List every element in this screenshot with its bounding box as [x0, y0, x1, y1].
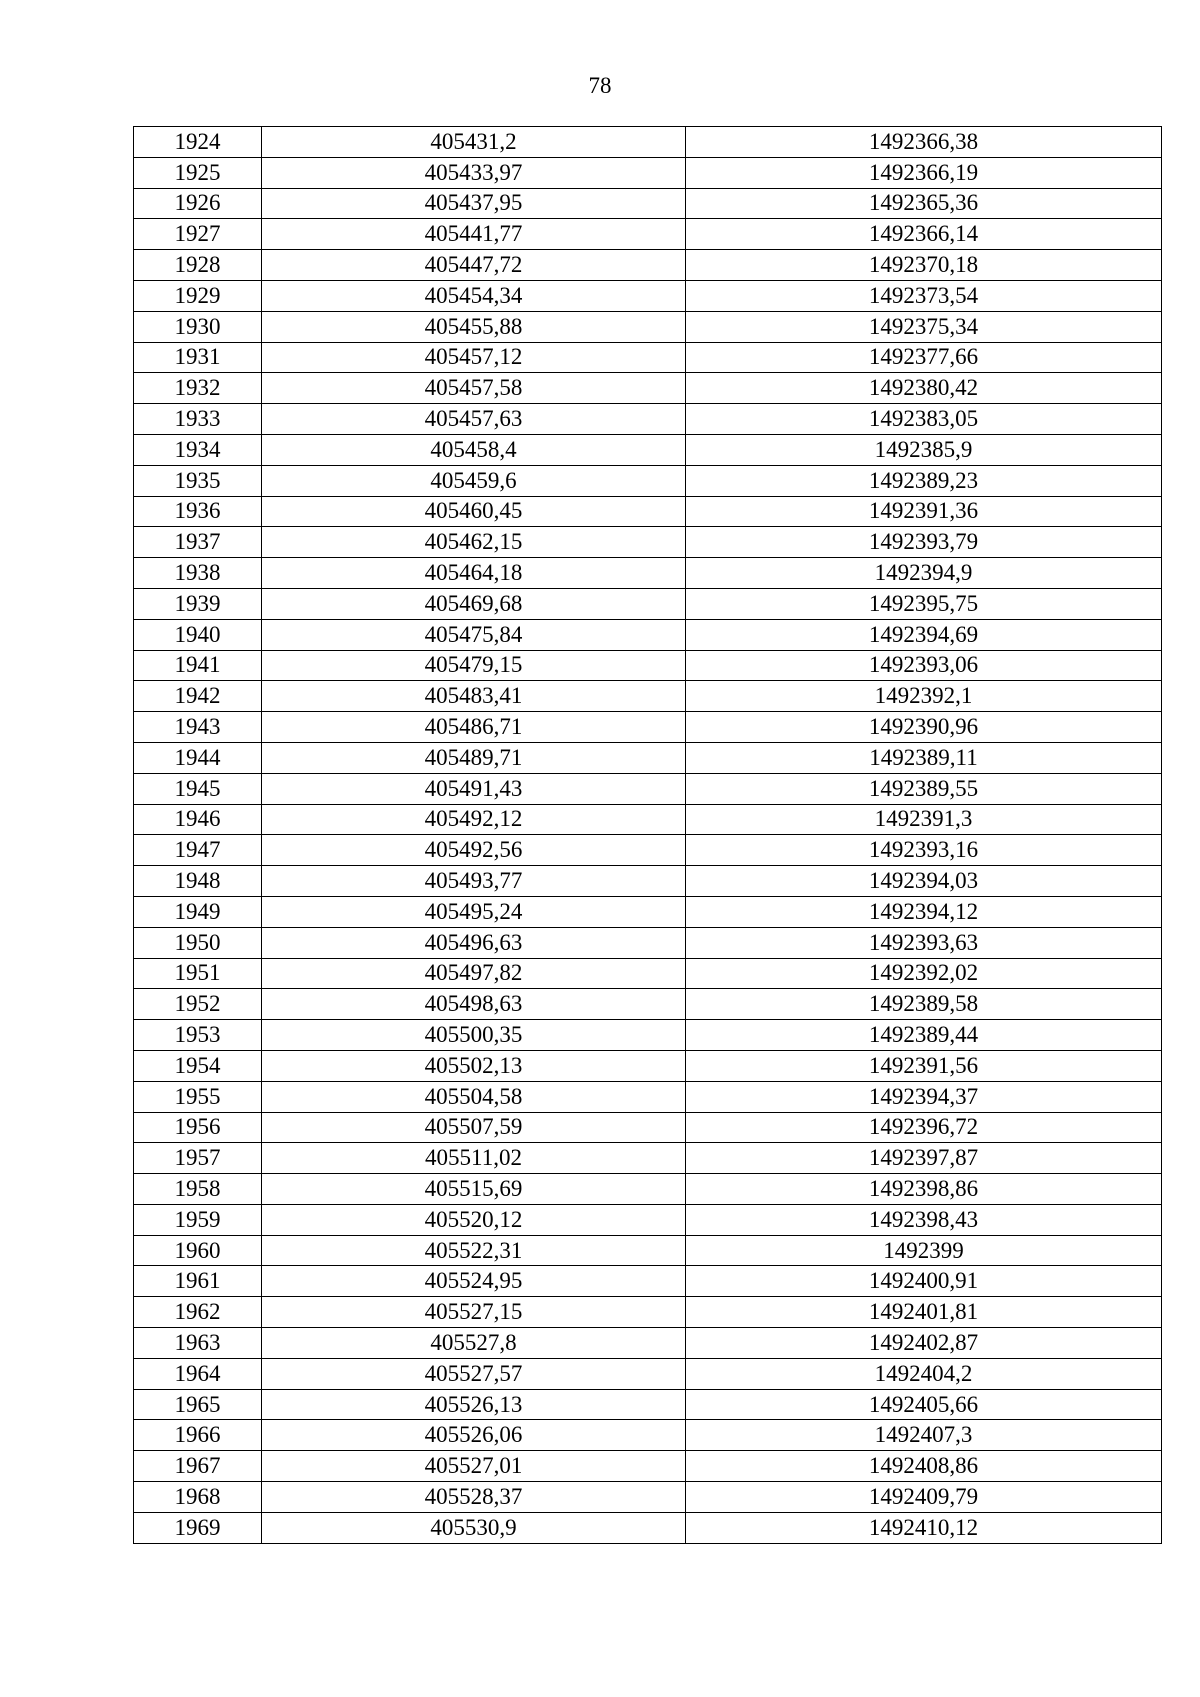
- table-row: [134, 1112, 1162, 1143]
- table-row: [134, 773, 1162, 804]
- table-row: [134, 342, 1162, 373]
- x-coordinate-cell: 405464,18: [262, 558, 686, 589]
- x-coordinate-cell: 405457,63: [262, 404, 686, 435]
- x-coordinate-cell: 405441,77: [262, 219, 686, 250]
- table-row: [134, 1297, 1162, 1328]
- y-coordinate-cell: 1492389,58: [686, 989, 1162, 1020]
- point-number-cell: 1953: [134, 1020, 262, 1051]
- coordinates-table-body: [134, 127, 1162, 1544]
- table-row: [134, 157, 1162, 188]
- x-coordinate-cell: 405457,12: [262, 342, 686, 373]
- table-row: [134, 989, 1162, 1020]
- table-row: [134, 404, 1162, 435]
- y-coordinate-cell: 1492393,16: [686, 835, 1162, 866]
- table-row: [134, 681, 1162, 712]
- table-row: [134, 866, 1162, 897]
- x-coordinate-cell: 405462,15: [262, 527, 686, 558]
- y-coordinate-cell: 1492380,42: [686, 373, 1162, 404]
- y-coordinate-cell: 1492395,75: [686, 588, 1162, 619]
- point-number-cell: 1945: [134, 773, 262, 804]
- y-coordinate-cell: 1492404,2: [686, 1358, 1162, 1389]
- y-coordinate-cell: 1492389,55: [686, 773, 1162, 804]
- table-row: [134, 311, 1162, 342]
- table-row: [134, 496, 1162, 527]
- point-number-cell: 1958: [134, 1174, 262, 1205]
- point-number-cell: 1955: [134, 1081, 262, 1112]
- point-number-cell: 1960: [134, 1235, 262, 1266]
- point-number-cell: 1949: [134, 896, 262, 927]
- point-number-cell: 1943: [134, 712, 262, 743]
- x-coordinate-cell: 405522,31: [262, 1235, 686, 1266]
- y-coordinate-cell: 1492370,18: [686, 250, 1162, 281]
- y-coordinate-cell: 1492394,12: [686, 896, 1162, 927]
- table-row: [134, 527, 1162, 558]
- point-number-cell: 1925: [134, 157, 262, 188]
- y-coordinate-cell: 1492401,81: [686, 1297, 1162, 1328]
- point-number-cell: 1952: [134, 989, 262, 1020]
- point-number-cell: 1965: [134, 1389, 262, 1420]
- table-row: [134, 1204, 1162, 1235]
- table-row: [134, 219, 1162, 250]
- table-row: [134, 1512, 1162, 1543]
- y-coordinate-cell: 1492394,9: [686, 558, 1162, 589]
- table-row: [134, 896, 1162, 927]
- table-row: [134, 127, 1162, 158]
- page-number: 78: [588, 73, 612, 98]
- y-coordinate-cell: 1492394,37: [686, 1081, 1162, 1112]
- point-number-cell: 1947: [134, 835, 262, 866]
- point-number-cell: 1944: [134, 742, 262, 773]
- x-coordinate-cell: 405431,2: [262, 127, 686, 158]
- point-number-cell: 1961: [134, 1266, 262, 1297]
- y-coordinate-cell: 1492400,91: [686, 1266, 1162, 1297]
- y-coordinate-cell: 1492392,1: [686, 681, 1162, 712]
- point-number-cell: 1969: [134, 1512, 262, 1543]
- x-coordinate-cell: 405460,45: [262, 496, 686, 527]
- y-coordinate-cell: 1492375,34: [686, 311, 1162, 342]
- table-row: [134, 188, 1162, 219]
- table-row: [134, 1174, 1162, 1205]
- y-coordinate-cell: 1492410,12: [686, 1512, 1162, 1543]
- coordinates-table: [133, 126, 1162, 1544]
- point-number-cell: 1935: [134, 465, 262, 496]
- x-coordinate-cell: 405511,02: [262, 1143, 686, 1174]
- x-coordinate-cell: 405528,37: [262, 1482, 686, 1513]
- y-coordinate-cell: 1492407,3: [686, 1420, 1162, 1451]
- y-coordinate-cell: 1492390,96: [686, 712, 1162, 743]
- point-number-cell: 1942: [134, 681, 262, 712]
- point-number-cell: 1954: [134, 1050, 262, 1081]
- y-coordinate-cell: 1492366,38: [686, 127, 1162, 158]
- x-coordinate-cell: 405527,8: [262, 1328, 686, 1359]
- y-coordinate-cell: 1492396,72: [686, 1112, 1162, 1143]
- x-coordinate-cell: 405437,95: [262, 188, 686, 219]
- point-number-cell: 1950: [134, 927, 262, 958]
- table-row: [134, 558, 1162, 589]
- x-coordinate-cell: 405495,24: [262, 896, 686, 927]
- table-row: [134, 619, 1162, 650]
- table-row: [134, 1266, 1162, 1297]
- x-coordinate-cell: 405526,13: [262, 1389, 686, 1420]
- point-number-cell: 1967: [134, 1451, 262, 1482]
- point-number-cell: 1934: [134, 434, 262, 465]
- table-row: [134, 835, 1162, 866]
- table-row: [134, 250, 1162, 281]
- point-number-cell: 1936: [134, 496, 262, 527]
- y-coordinate-cell: 1492393,06: [686, 650, 1162, 681]
- point-number-cell: 1966: [134, 1420, 262, 1451]
- x-coordinate-cell: 405455,88: [262, 311, 686, 342]
- x-coordinate-cell: 405524,95: [262, 1266, 686, 1297]
- x-coordinate-cell: 405504,58: [262, 1081, 686, 1112]
- table-row: [134, 1235, 1162, 1266]
- x-coordinate-cell: 405458,4: [262, 434, 686, 465]
- x-coordinate-cell: 405502,13: [262, 1050, 686, 1081]
- table-row: [134, 1451, 1162, 1482]
- x-coordinate-cell: 405492,12: [262, 804, 686, 835]
- x-coordinate-cell: 405433,97: [262, 157, 686, 188]
- point-number-cell: 1928: [134, 250, 262, 281]
- x-coordinate-cell: 405530,9: [262, 1512, 686, 1543]
- y-coordinate-cell: 1492391,3: [686, 804, 1162, 835]
- x-coordinate-cell: 405486,71: [262, 712, 686, 743]
- x-coordinate-cell: 405527,15: [262, 1297, 686, 1328]
- point-number-cell: 1926: [134, 188, 262, 219]
- table-row: [134, 434, 1162, 465]
- y-coordinate-cell: 1492389,11: [686, 742, 1162, 773]
- y-coordinate-cell: 1492377,66: [686, 342, 1162, 373]
- point-number-cell: 1956: [134, 1112, 262, 1143]
- x-coordinate-cell: 405526,06: [262, 1420, 686, 1451]
- x-coordinate-cell: 405454,34: [262, 280, 686, 311]
- y-coordinate-cell: 1492385,9: [686, 434, 1162, 465]
- x-coordinate-cell: 405498,63: [262, 989, 686, 1020]
- table-row: [134, 1143, 1162, 1174]
- y-coordinate-cell: 1492389,44: [686, 1020, 1162, 1051]
- y-coordinate-cell: 1492398,43: [686, 1204, 1162, 1235]
- point-number-cell: 1959: [134, 1204, 262, 1235]
- y-coordinate-cell: 1492391,36: [686, 496, 1162, 527]
- point-number-cell: 1927: [134, 219, 262, 250]
- y-coordinate-cell: 1492408,86: [686, 1451, 1162, 1482]
- table-row: [134, 1358, 1162, 1389]
- y-coordinate-cell: 1492394,03: [686, 866, 1162, 897]
- point-number-cell: 1924: [134, 127, 262, 158]
- point-number-cell: 1933: [134, 404, 262, 435]
- x-coordinate-cell: 405457,58: [262, 373, 686, 404]
- point-number-cell: 1948: [134, 866, 262, 897]
- table-row: [134, 804, 1162, 835]
- point-number-cell: 1962: [134, 1297, 262, 1328]
- table-row: [134, 588, 1162, 619]
- table-row: [134, 1328, 1162, 1359]
- x-coordinate-cell: 405515,69: [262, 1174, 686, 1205]
- x-coordinate-cell: 405493,77: [262, 866, 686, 897]
- y-coordinate-cell: 1492399: [686, 1235, 1162, 1266]
- table-row: [134, 1389, 1162, 1420]
- table-row: [134, 465, 1162, 496]
- y-coordinate-cell: 1492394,69: [686, 619, 1162, 650]
- table-row: [134, 1482, 1162, 1513]
- x-coordinate-cell: 405479,15: [262, 650, 686, 681]
- y-coordinate-cell: 1492402,87: [686, 1328, 1162, 1359]
- y-coordinate-cell: 1492383,05: [686, 404, 1162, 435]
- x-coordinate-cell: 405527,57: [262, 1358, 686, 1389]
- table-row: [134, 1050, 1162, 1081]
- y-coordinate-cell: 1492393,79: [686, 527, 1162, 558]
- x-coordinate-cell: 405497,82: [262, 958, 686, 989]
- y-coordinate-cell: 1492373,54: [686, 280, 1162, 311]
- x-coordinate-cell: 405527,01: [262, 1451, 686, 1482]
- point-number-cell: 1951: [134, 958, 262, 989]
- y-coordinate-cell: 1492389,23: [686, 465, 1162, 496]
- x-coordinate-cell: 405492,56: [262, 835, 686, 866]
- point-number-cell: 1932: [134, 373, 262, 404]
- x-coordinate-cell: 405475,84: [262, 619, 686, 650]
- table-row: [134, 742, 1162, 773]
- point-number-cell: 1931: [134, 342, 262, 373]
- point-number-cell: 1930: [134, 311, 262, 342]
- y-coordinate-cell: 1492392,02: [686, 958, 1162, 989]
- point-number-cell: 1938: [134, 558, 262, 589]
- point-number-cell: 1937: [134, 527, 262, 558]
- y-coordinate-cell: 1492366,14: [686, 219, 1162, 250]
- x-coordinate-cell: 405459,6: [262, 465, 686, 496]
- table-row: [134, 712, 1162, 743]
- x-coordinate-cell: 405483,41: [262, 681, 686, 712]
- y-coordinate-cell: 1492391,56: [686, 1050, 1162, 1081]
- table-row: [134, 650, 1162, 681]
- point-number-cell: 1957: [134, 1143, 262, 1174]
- x-coordinate-cell: 405520,12: [262, 1204, 686, 1235]
- table-row: [134, 1020, 1162, 1051]
- x-coordinate-cell: 405500,35: [262, 1020, 686, 1051]
- point-number-cell: 1940: [134, 619, 262, 650]
- y-coordinate-cell: 1492397,87: [686, 1143, 1162, 1174]
- y-coordinate-cell: 1492409,79: [686, 1482, 1162, 1513]
- y-coordinate-cell: 1492393,63: [686, 927, 1162, 958]
- x-coordinate-cell: 405469,68: [262, 588, 686, 619]
- point-number-cell: 1929: [134, 280, 262, 311]
- x-coordinate-cell: 405491,43: [262, 773, 686, 804]
- table-row: [134, 958, 1162, 989]
- x-coordinate-cell: 405507,59: [262, 1112, 686, 1143]
- x-coordinate-cell: 405489,71: [262, 742, 686, 773]
- table-row: [134, 1081, 1162, 1112]
- x-coordinate-cell: 405496,63: [262, 927, 686, 958]
- point-number-cell: 1963: [134, 1328, 262, 1359]
- y-coordinate-cell: 1492405,66: [686, 1389, 1162, 1420]
- x-coordinate-cell: 405447,72: [262, 250, 686, 281]
- table-row: [134, 927, 1162, 958]
- point-number-cell: 1939: [134, 588, 262, 619]
- table-row: [134, 373, 1162, 404]
- point-number-cell: 1968: [134, 1482, 262, 1513]
- point-number-cell: 1964: [134, 1358, 262, 1389]
- y-coordinate-cell: 1492398,86: [686, 1174, 1162, 1205]
- y-coordinate-cell: 1492366,19: [686, 157, 1162, 188]
- table-row: [134, 280, 1162, 311]
- point-number-cell: 1946: [134, 804, 262, 835]
- y-coordinate-cell: 1492365,36: [686, 188, 1162, 219]
- point-number-cell: 1941: [134, 650, 262, 681]
- table-row: [134, 1420, 1162, 1451]
